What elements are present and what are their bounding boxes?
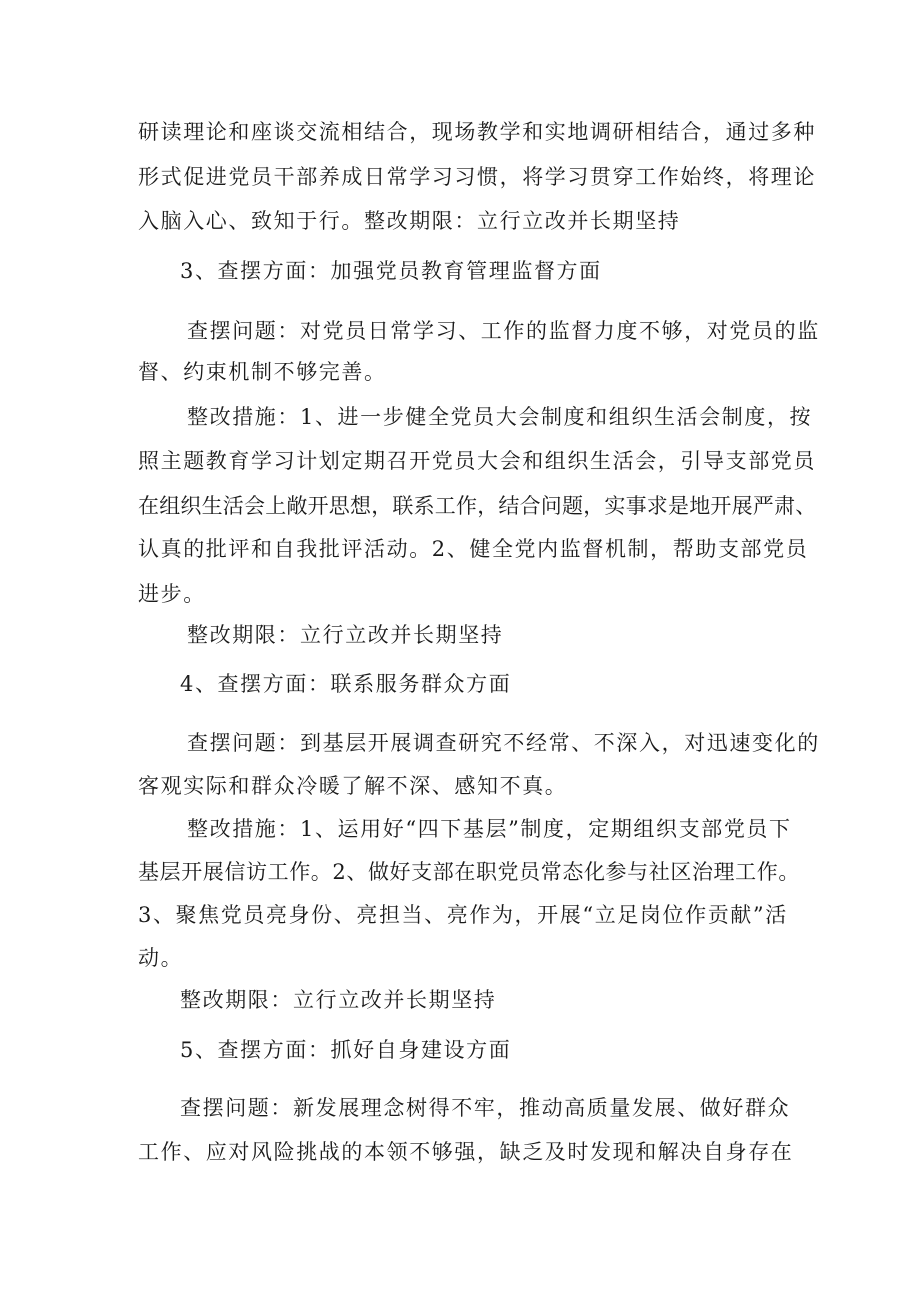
text-line: 客观实际和群众冷暖了解不深、感知不真。 — [138, 774, 568, 798]
text-line: 在组织生活会上敞开思想，联系工作，结合问题，实事求是地开展严肃、 — [138, 494, 817, 518]
text-line: 3、聚焦党员亮身份、亮担当、亮作为，开展“立足岗位作贡献”活 — [138, 903, 788, 927]
text-line: 进步。 — [138, 582, 206, 606]
text-line: 研读理论和座谈交流相结合，现场教学和实地调研相结合，通过多种 — [138, 120, 816, 144]
section-heading: 5、查摆方面：抓好自身建设方面 — [180, 1038, 512, 1062]
text-line: 形式促进党员干部养成日常学习习惯，将学习贯穿工作始终，将理论 — [138, 165, 816, 189]
text-line: 督、约束机制不够完善。 — [138, 360, 387, 384]
text-line: 动。 — [138, 946, 184, 970]
text-line: 入脑入心、致知于行。整改期限：立行立改并长期坚持 — [138, 209, 681, 233]
text-line: 基层开展信访工作。2、做好支部在职党员常态化参与社区治理工作。 — [138, 860, 800, 884]
text-line: 整改措施：1、进一步健全党员大会制度和组织生活会制度，按 — [187, 405, 813, 429]
text-line: 查摆问题：新发展理念树得不牢，推动高质量发展、做好群众 — [180, 1096, 791, 1120]
section-heading: 3、查摆方面：加强党员教育管理监督方面 — [180, 259, 602, 283]
text-line: 查摆问题：到基层开展调查研究不经常、不深入，对迅速变化的 — [187, 731, 820, 755]
text-line: 工作、应对风险挑战的本领不够强，缺乏及时发现和解决自身存在 — [138, 1140, 794, 1164]
section-heading: 4、查摆方面：联系服务群众方面 — [180, 672, 512, 696]
deadline-line: 整改期限：立行立改并长期坚持 — [180, 988, 497, 1012]
text-line: 查摆问题：对党员日常学习、工作的监督力度不够，对党员的监 — [187, 319, 820, 343]
deadline-line: 整改期限：立行立改并长期坚持 — [187, 623, 504, 647]
text-line: 整改措施：1、运用好“四下基层”制度，定期组织支部党员下 — [187, 817, 792, 841]
text-line: 照主题教育学习计划定期召开党员大会和组织生活会，引导支部党员 — [138, 449, 816, 473]
text-line: 认真的批评和自我批评活动。2、健全党内监督机制，帮助支部党员 — [138, 537, 809, 561]
